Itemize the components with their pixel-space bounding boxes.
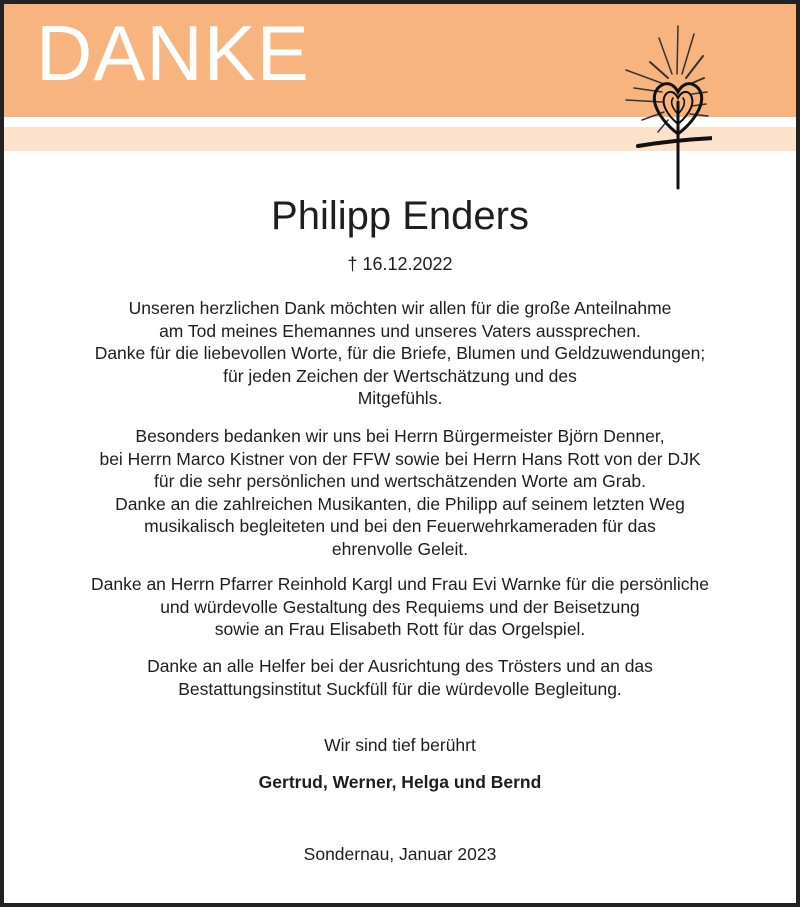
paragraph-clergy-thanks [4,573,796,641]
headline: DANKE [36,9,310,97]
deceased-name: Philipp Enders [271,194,529,238]
signature: Gertrud, Werner, Helga und Bernd [258,772,542,792]
paragraph-helpers-thanks [4,655,796,700]
text-line: Danke an alle Helfer bei der Ausrichtung des Trösters und an das [147,656,653,676]
place-date: Sondernau, Januar 2023 [303,844,497,864]
text-line: am Tod meines Ehemannes und unseres Vaters aussprechen. [159,320,641,341]
text-line: Besonders bedanken wir uns bei Herrn Bürgermeister Björn Denner, [135,426,665,446]
paragraph-special-thanks [4,425,796,561]
text-line: Unseren herzlichen Dank möchten wir allen für die große Anteilnahme [128,298,672,318]
closing-line: Wir sind tief berührt [324,735,476,755]
text-line: sowie an Frau Elisabeth Rott für das Orgelspiel. [214,619,586,640]
notice-card [4,4,796,903]
text-line: bei Herrn Marco Kistner von der FFW sowie bei Herrn Hans Rott von der DJK [99,448,701,469]
text-line: Mitgefühls. [357,388,443,409]
heart-candle-cross-icon [612,22,712,192]
paragraph-thanks [4,297,796,410]
text-line: Bestattungsinstitut Suckfüll für die würdevolle Begleitung. [178,678,622,699]
text-line: Danke an die zahlreichen Musikanten, die Philipp auf seinem letzten Weg [115,493,685,514]
text-line: Danke an Herrn Pfarrer Reinhold Kargl und Frau Evi Warnke für die persönliche [91,574,709,594]
text-line: und würdevolle Gestaltung des Requiems und der Beisetzung [160,596,640,617]
text-line: Danke für die liebevollen Worte, für die Briefe, Blumen und Geldzuwendungen; [94,343,706,364]
text-line: musikalisch begleiteten und bei den Feuerwehrkameraden für das [144,516,656,537]
death-date: † 16.12.2022 [347,254,453,274]
text-line: ehrenvolle Geleit. [331,538,469,559]
text-line: für die sehr persönlichen und wertschätzenden Worte am Grab. [154,471,646,492]
text-line: für jeden Zeichen der Wertschätzung und des [223,365,577,386]
